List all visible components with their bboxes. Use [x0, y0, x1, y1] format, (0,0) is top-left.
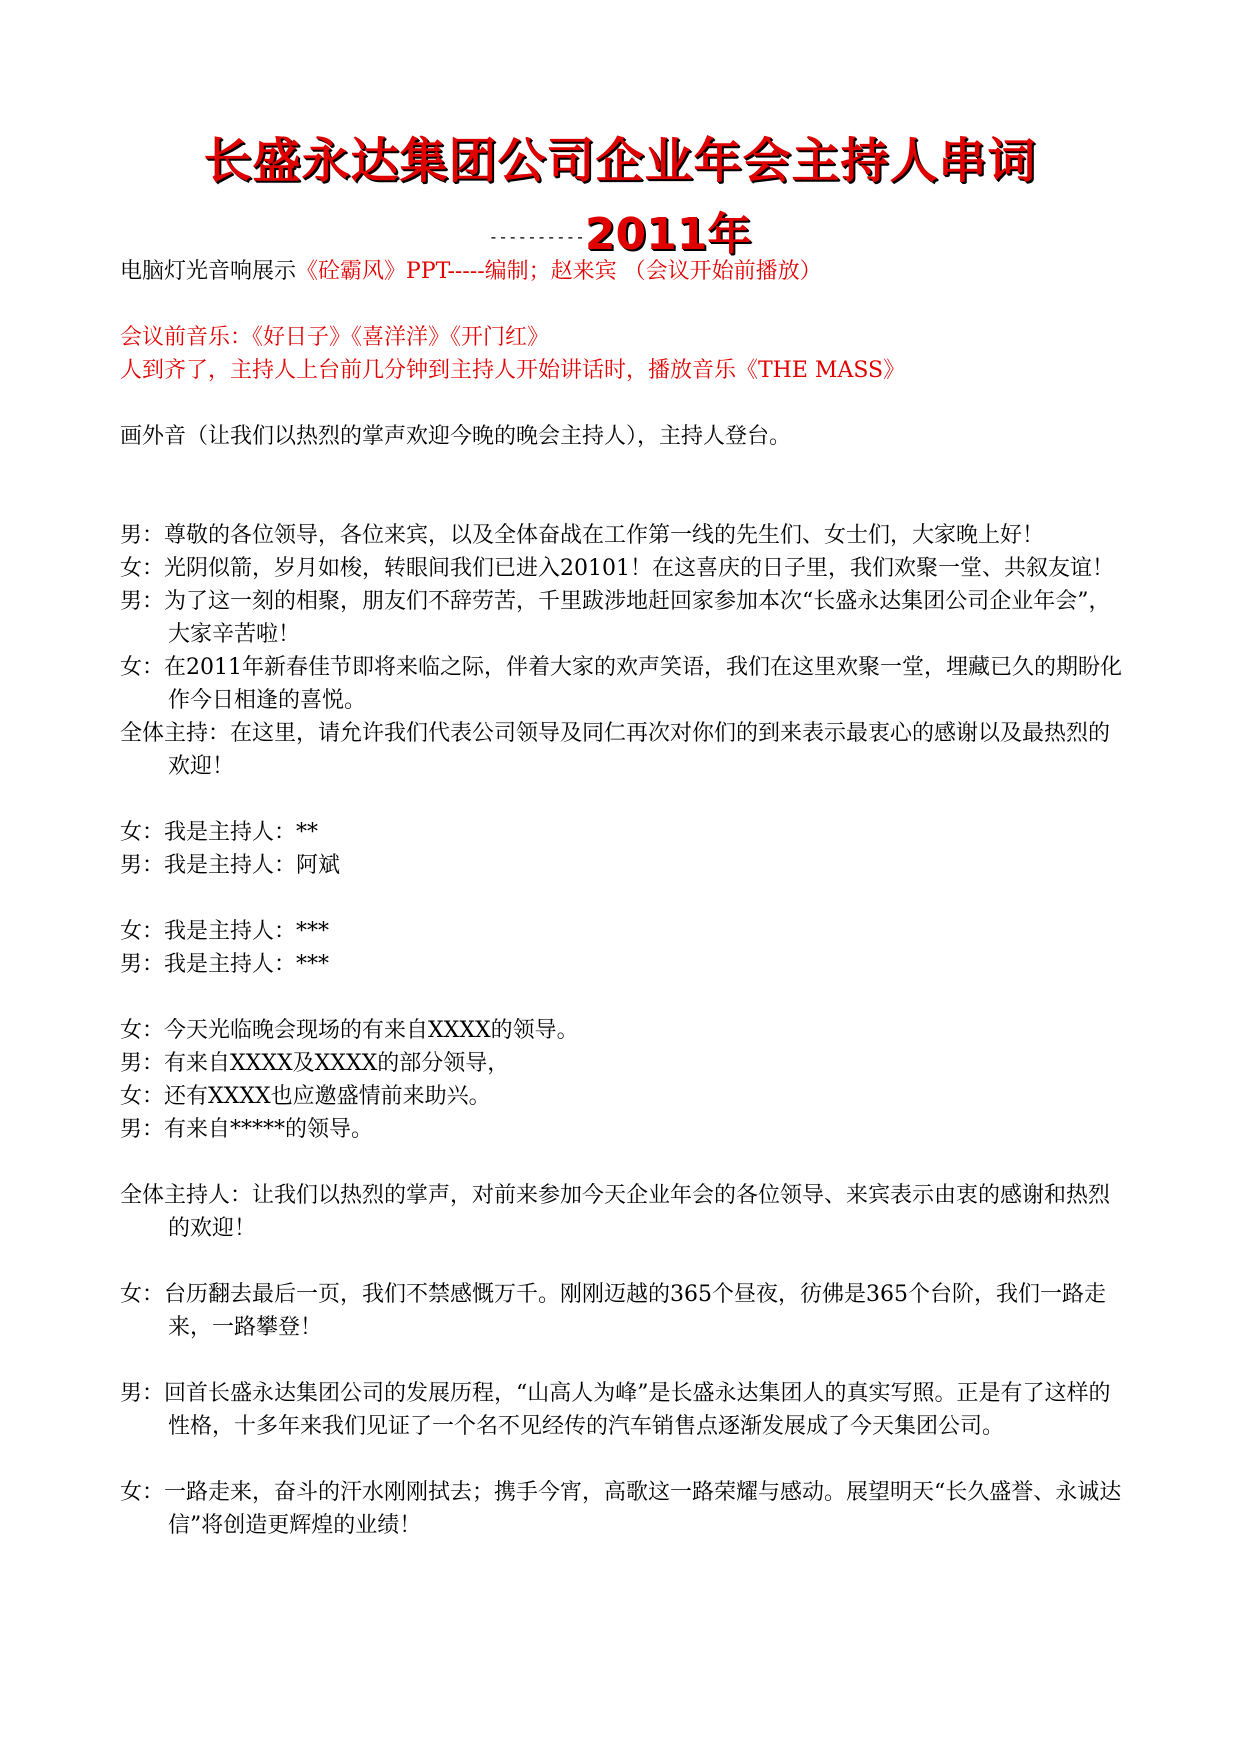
guest-line: 女：今天光临晚会现场的有来自XXXX的领导。 — [120, 1018, 579, 1043]
dialogue-line: 女：在2011年新春佳节即将来临之际，伴着大家的欢声笑语，我们在这里欢聚一堂，埋藏已久的期盼化作今日相逢的喜悦。 — [120, 655, 1123, 713]
music-line: 会议前音乐：《好日子》《喜洋洋》《开门红》 — [120, 325, 550, 350]
document-subtitle — [0, 198, 1240, 262]
dialogue-line: 男：为了这一刻的相聚，朋友们不辞劳苦，千里跋涉地赶回家参加本次“长盛永达集团公司企业年会”，大家辛苦啦！ — [120, 589, 1111, 647]
host-intro-line: 男：我是主持人：*** — [120, 952, 330, 977]
closing-line: 全体主持人：让我们以热烈的掌声，对前来参加今天企业年会的各位领导、来宾表示由衷的感谢和热烈的欢迎！ — [120, 1183, 1111, 1241]
guest-line: 男：有来自XXXX及XXXX的部分领导， — [120, 1051, 510, 1076]
intro-line-1: 电脑灯光音响展示《砼霸风》PPT-----编制；赵来宾 （会议开始前播放） — [120, 259, 822, 284]
guest-line: 女：还有XXXX也应邀盛情前来助兴。 — [120, 1084, 491, 1109]
closing-line: 男：回首长盛永达集团公司的发展历程，“山高人为峰”是长盛永达集团人的真实写照。正是有了这样的性格，十多年来我们见证了一个名不见经传的汽车销售点逐渐发展成了今天集团公司。 — [120, 1381, 1111, 1439]
opening-dialogue — [120, 519, 1130, 783]
host-intro-line: 女：我是主持人：*** — [120, 919, 330, 944]
music-line-2: 人到齐了，主持人上台前几分钟到主持人开始讲话时，播放音乐《THE MASS》 — [120, 358, 906, 383]
host-intro-line: 男：我是主持人：阿斌 — [120, 853, 341, 878]
dialogue-line: 女：光阴似箭，岁月如梭，转眼间我们已进入20101！在这喜庆的日子里，我们欢聚一堂、共叙友谊！ — [120, 556, 1115, 581]
subtitle-dashes: ---------- — [488, 227, 585, 247]
dialogue-line: 男：尊敬的各位领导，各位来宾，以及全体奋战在工作第一线的先生们、女士们，大家晚上好！ — [120, 523, 1045, 548]
closing-line: 女：台历翻去最后一页，我们不禁感慨万千。刚刚迈越的365个昼夜，彷佛是365个台阶，我们一路走来，一路攀登！ — [120, 1282, 1107, 1340]
subtitle-year: 2011年 — [584, 209, 752, 260]
document-title: 长盛永达集团公司企业年会主持人串词 — [203, 133, 1037, 189]
dialogue-line: 全体主持：在这里，请允许我们代表公司领导及同仁再次对你们的到来表示最衷心的感谢以及最热烈的欢迎！ — [120, 721, 1111, 779]
host-intro-line: 女：我是主持人：** — [120, 820, 319, 845]
closing-line: 女：一路走来，奋斗的汗水刚刚拭去；携手今宵，高歌这一路荣耀与感动。展望明天“长久盛誉、永诚达信”将创造更辉煌的业绩！ — [120, 1480, 1122, 1538]
voiceover-line: 画外音（让我们以热烈的掌声欢迎今晚的晚会主持人），主持人登台。 — [120, 424, 792, 449]
guest-line: 男：有来自*****的领导。 — [120, 1117, 374, 1142]
document-body — [120, 255, 1130, 1542]
